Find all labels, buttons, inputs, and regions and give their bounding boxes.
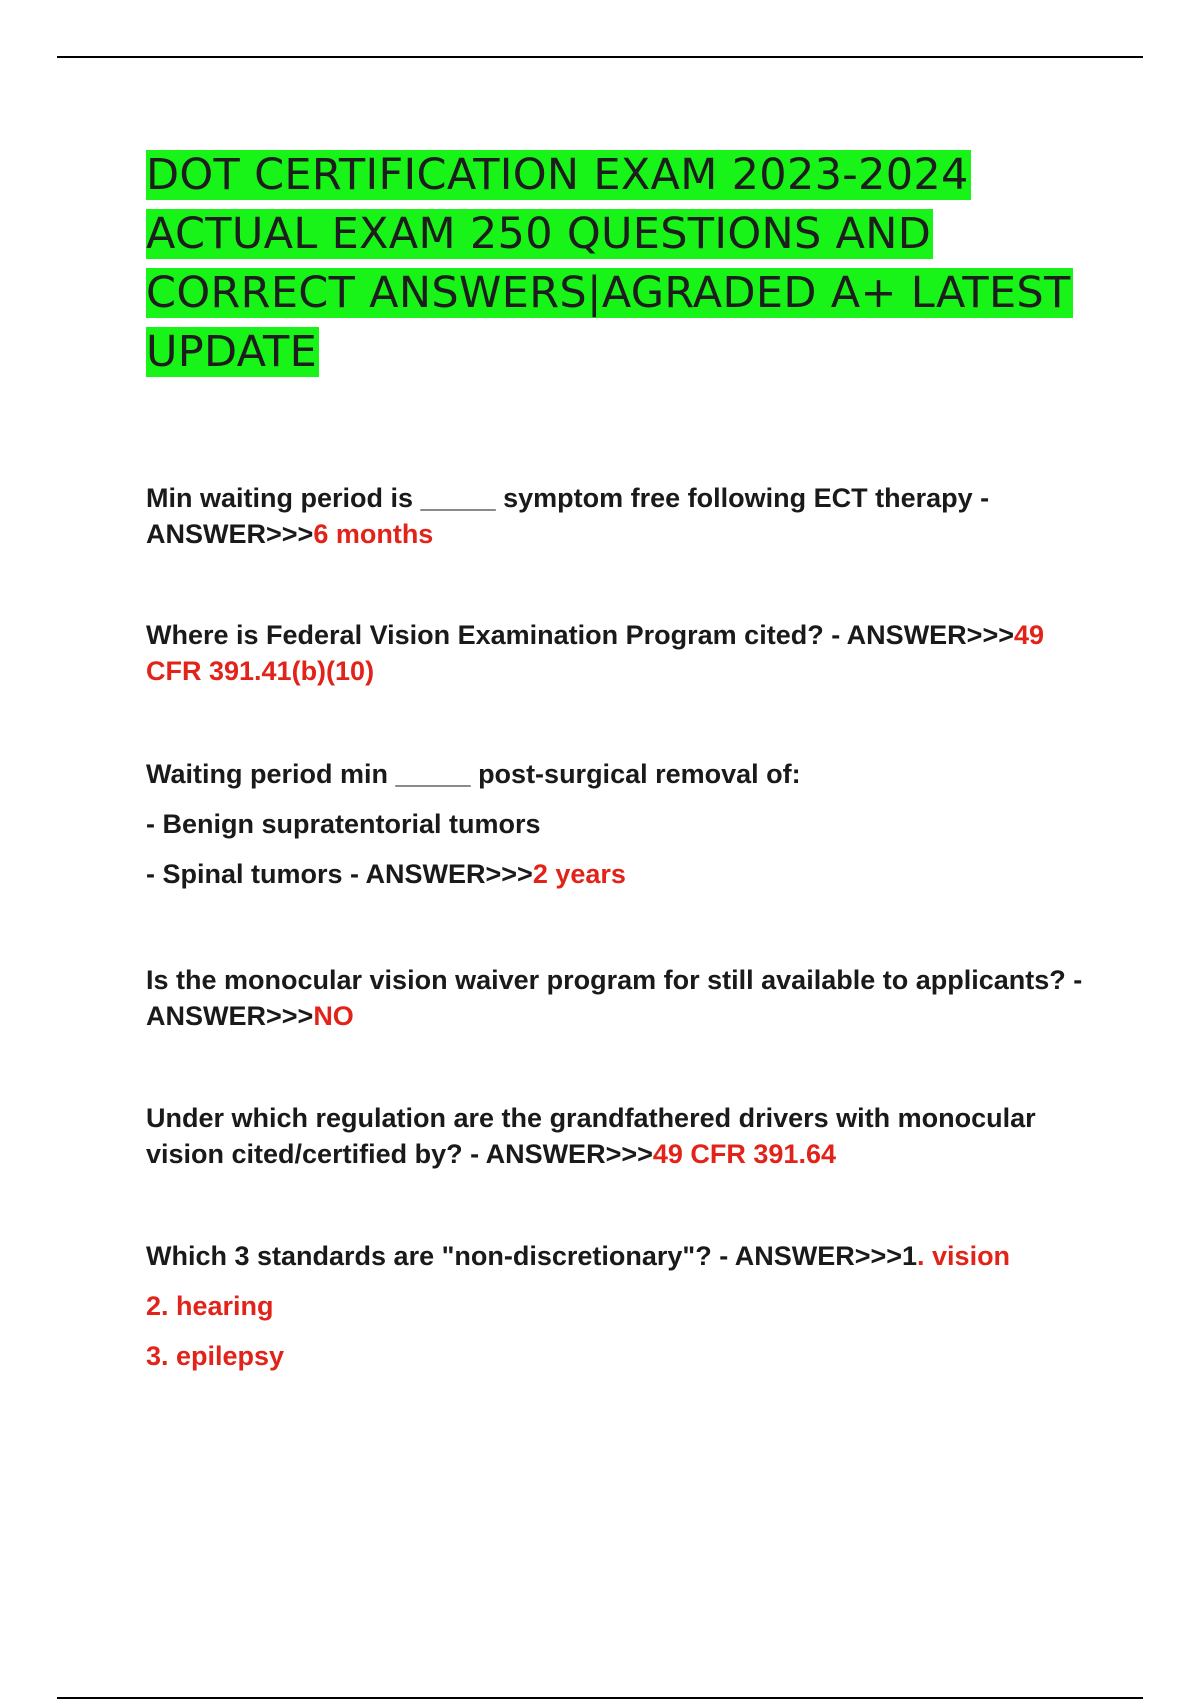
qa-item [146, 1100, 1106, 1172]
qa-line [146, 856, 1106, 892]
answer-text: 2 years [532, 859, 626, 889]
question-text: - Benign supratentorial tumors [146, 809, 541, 839]
qa-line [146, 1100, 1106, 1172]
top-rule [57, 56, 1143, 58]
question-text: - Spinal tumors - ANSWER>>> [146, 859, 533, 889]
qa-item [146, 1238, 1106, 1374]
answer-text: . vision [917, 1241, 1011, 1271]
question-text: Which 3 standards are "non-discretionary"? - ANSWER>>>1 [146, 1241, 918, 1271]
answer-text: 6 months [313, 519, 434, 549]
document-title-block [146, 146, 1086, 382]
question-text: Is the monocular vision waiver program for still available to applicants? - ANSWER>>> [146, 965, 1083, 1031]
question-text: Under which regulation are the grandfathered drivers with monocular vision cited/certified by? - ANSWER>>> [146, 1103, 1036, 1169]
qa-line [146, 1238, 1106, 1274]
title-highlight: DOT CERTIFICATION EXAM 2023-2024 ACTUAL EXAM 250 QUESTIONS AND CORRECT ANSWERS|AGRADED A+ LATEST UPDATE [146, 150, 1071, 377]
answer-text: 49 CFR 391.41(b)(10) [146, 620, 1045, 686]
bottom-rule [57, 1697, 1143, 1699]
qa-item [146, 617, 1106, 689]
answer-text: 2. hearing [146, 1291, 274, 1321]
qa-line [146, 806, 1106, 842]
qa-item [146, 480, 1106, 552]
question-text: Waiting period min _____ post-surgical removal of: [146, 759, 801, 789]
answer-text: NO [313, 1001, 354, 1031]
qa-line [146, 1288, 1106, 1324]
qa-item [146, 756, 1106, 892]
qa-line [146, 756, 1106, 792]
qa-line [146, 962, 1106, 1034]
document-title [146, 146, 1086, 382]
qa-line [146, 1338, 1106, 1374]
question-text: Min waiting period is _____ symptom free following ECT therapy - ANSWER>>> [146, 483, 990, 549]
qa-item [146, 962, 1106, 1034]
question-text: Where is Federal Vision Examination Program cited? - ANSWER>>> [146, 620, 1014, 650]
answer-text: 49 CFR 391.64 [652, 1139, 836, 1169]
qa-line [146, 480, 1106, 552]
answer-text: 3. epilepsy [146, 1341, 285, 1371]
qa-line [146, 617, 1106, 689]
